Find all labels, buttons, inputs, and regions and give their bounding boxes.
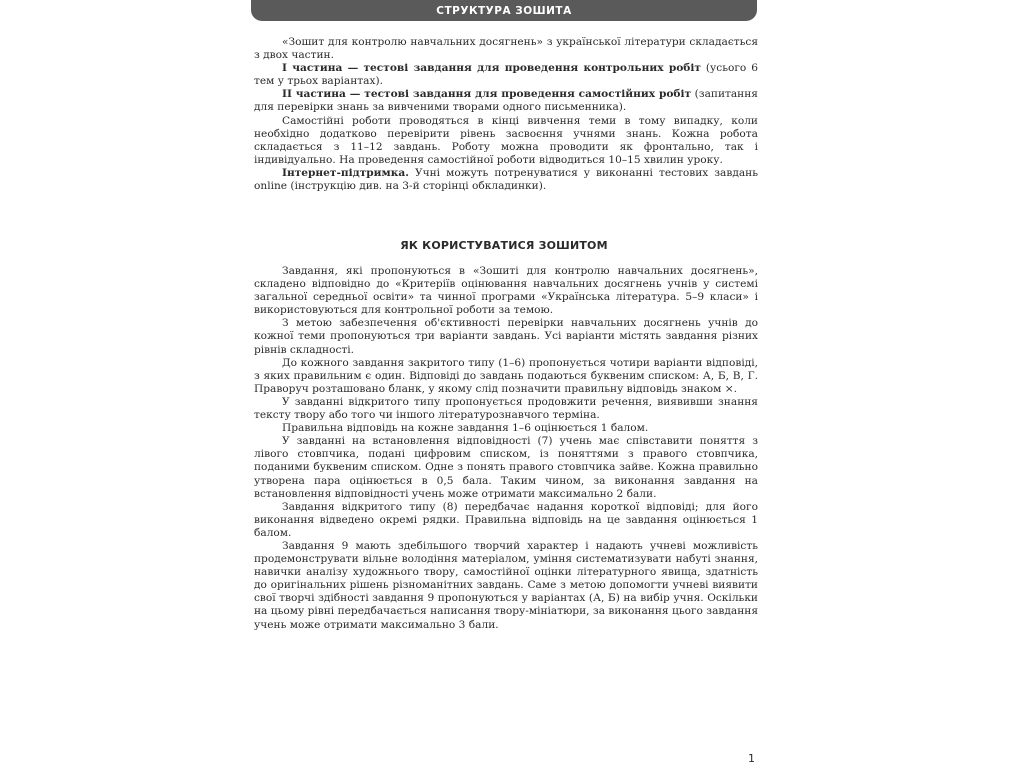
structure-paragraph-4: Самостійні роботи проводяться в кінці вивчення теми в тому випадку, коли необхідно додатково перевірити рівень засвоєння учнями знань. Кожна робота складається з 11–12 завдань. Роботу можна проводити як фронтально, так і індивідуально. На проведення самостійної роботи відводиться 10–15 хвилин уроку. bbox=[254, 114, 758, 166]
structure-paragraph-1: «Зошит для контролю навчальних досягнень» з української літератури складається з двох частин. bbox=[254, 36, 758, 62]
usage-paragraph-4: У завданні відкритого типу пропонується продовжити речення, виявивши знання тексту твору або того чи іншого літературознавчого терміна. bbox=[254, 395, 758, 422]
page-number: 1 bbox=[748, 752, 755, 765]
usage-paragraph-7: Завдання відкритого типу (8) передбачає надання короткої відповіді; для його виконання відведено окремі рядки. Правильна відповідь на це завдання оцінюється 1 балом. bbox=[254, 500, 758, 539]
usage-paragraph-8: Завдання 9 мають здебільшого творчий характер і надають учневі можливість продемонструвати вільне володіння матеріалом, уміння систематизувати набуті знання, навички аналізу художнього твору, самостійної оцінки літературного явища, здатність до оригінальних рішень різноманітних завдань. Саме з метою допомогти учневі виявити свої творчі здібності завдання 9 пропонуються у варіантах (А, Б) на вибір учня. Оскільки на цьому рівні передбачається написання твору-мініатюри, за виконання цього завдання учень може отримати максимально 3 бали. bbox=[254, 539, 758, 631]
structure-paragraph-3 bbox=[254, 88, 758, 114]
header-title: СТРУКТУРА ЗОШИТА bbox=[436, 4, 572, 17]
part-one-text: (усього 6 тем у трьох варіантах). bbox=[254, 62, 758, 88]
usage-paragraph-2: З метою забезпечення об'єктивності перевірки навчальних досягнень учнів до кожної теми пропонуються три варіанти завдань. Усі варіанти містять завдання різних рівнів складності. bbox=[254, 317, 758, 356]
usage-paragraph-5: Правильна відповідь на кожне завдання 1–6 оцінюється 1 балом. bbox=[282, 422, 649, 435]
structure-paragraph-2 bbox=[254, 62, 758, 88]
usage-paragraph-6: У завданні на встановлення відповідності (7) учень має співставити поняття з лівого стовпчика, подані цифровим списком, із поняттями з правого стовпчика, поданими буквеним списком. Одне з понять правого стовпчика зайве. Кожна правильно утворена пара оцінюється в 0,5 бала. Таким чином, за виконання завдання на встановлення відповідності учень може отримати максимально 2 бали. bbox=[254, 435, 758, 500]
usage-section bbox=[254, 265, 758, 632]
usage-paragraph-3: До кожного завдання закритого типу (1–6) пропонується чотири варіанти відповіді, з яких правильним є один. Відповіді до завдань подаються буквеним списком: А, Б, В, Г. Праворуч розташовано бланк, у якому слід позначити правильну відповідь знаком ×. bbox=[254, 356, 758, 395]
structure-paragraph-5 bbox=[254, 167, 758, 193]
header-bar bbox=[251, 0, 757, 21]
internet-support-heading: Інтернет-підтримка. bbox=[282, 166, 409, 179]
part-two-heading: II частина — тестові завдання для проведення самостійних робіт bbox=[282, 88, 692, 101]
usage-paragraph-1: Завдання, які пропонуються в «Зошиті для контролю навчальних досягнень», складено відповідно до «Критеріїв оцінювання навчальних досягнень учнів у системі загальної середньої освіти» та чинної програми «Українська література. 5–9 класи» і використовуються для контрольної роботи за темою. bbox=[254, 265, 758, 317]
internet-support-text: Учні можуть потренуватися у виконанні тестових завдань online (інструкцію див. на 3-й сторінці обкладинки). bbox=[254, 166, 758, 193]
structure-section bbox=[254, 36, 758, 193]
part-one-heading: I частина — тестові завдання для проведення контрольних робіт bbox=[282, 62, 701, 75]
part-two-text: (запитання для перевірки знань за вивченими творами одного письменника). bbox=[254, 88, 758, 114]
usage-section-title: ЯК КОРИСТУВАТИСЯ ЗОШИТОМ bbox=[400, 239, 608, 252]
